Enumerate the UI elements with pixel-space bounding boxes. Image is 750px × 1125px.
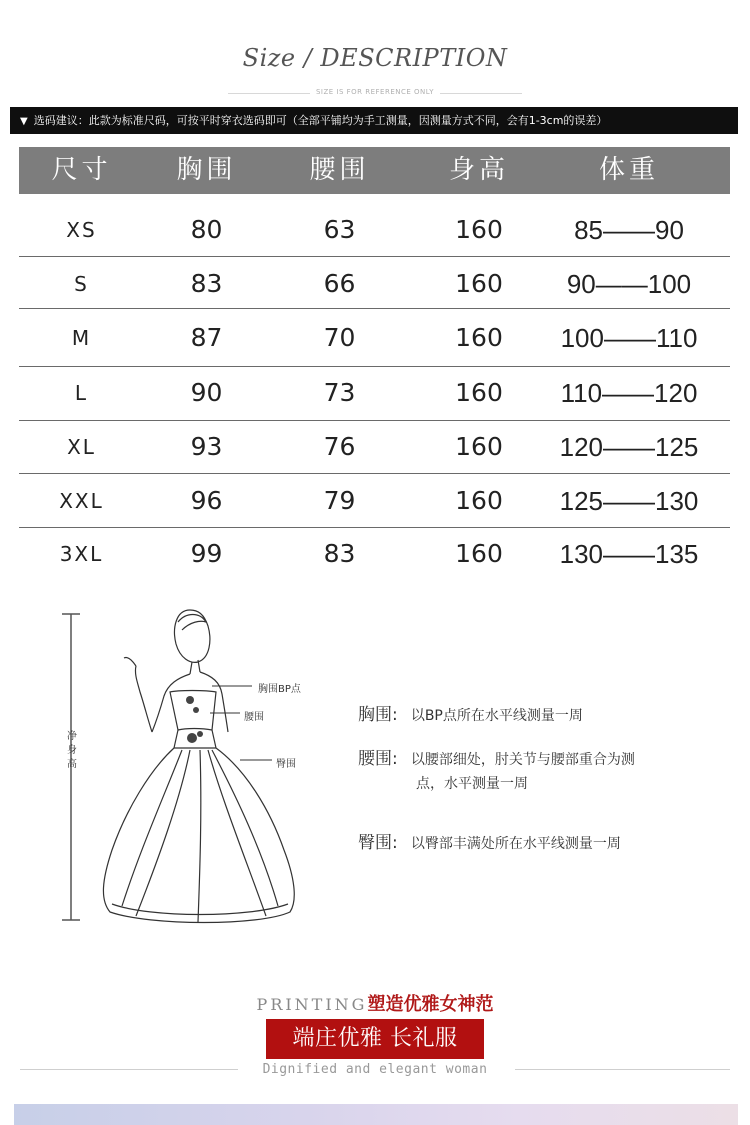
bust-point-label: 胸围BP点 [258, 684, 301, 695]
size-advice-text: 选码建议：此款为标准尺码，可按平时穿衣选码即可（全部平铺均为手工测量，因测量方式不同，会有1-3cm的误差） [33, 114, 608, 127]
cell-weight: 110——120 [560, 378, 698, 408]
cell-size: S [74, 272, 89, 296]
tagline-rule-right [515, 1069, 730, 1070]
bust-definition-label: 胸围: [358, 705, 398, 725]
cell-size: XXL [59, 489, 104, 513]
cell-height: 160 [455, 378, 503, 407]
bottom-gradient-band [14, 1104, 738, 1125]
header-height: 身高 [448, 155, 509, 185]
waist-definition [358, 744, 738, 793]
waist-definition-label: 腰围: [358, 749, 398, 769]
size-advice-notice [10, 107, 738, 134]
bust-definition-text: 以BP点所在水平线测量一周 [410, 708, 583, 724]
cell-bust: 90 [190, 378, 223, 407]
cell-waist: 66 [323, 269, 356, 298]
printing-zh: 塑造优雅女神范 [367, 994, 494, 1015]
cell-size: XL [67, 435, 96, 459]
cell-weight: 100——110 [560, 323, 698, 353]
brand-red-label: 端庄优雅 长礼服 [266, 1019, 484, 1059]
cell-waist: 83 [323, 539, 356, 568]
cell-weight: 90——100 [566, 269, 692, 299]
cell-size: 3XL [59, 542, 104, 566]
cell-bust: 83 [190, 269, 223, 298]
table-row [19, 527, 730, 581]
hip-label: 臀围 [276, 759, 296, 770]
table-row [19, 257, 730, 311]
cell-size: L [74, 381, 89, 405]
cell-height: 160 [455, 215, 503, 244]
hip-definition-label: 臀围: [358, 833, 398, 853]
cell-bust: 99 [190, 539, 223, 568]
triangle-down-icon: ▼ [20, 116, 28, 127]
hip-definition [358, 828, 718, 853]
header-size: 尺寸 [51, 155, 112, 185]
page-title: Size / DESCRIPTION [242, 44, 508, 72]
waist-definition-text: 以腰部细处，肘关节与腰部重合为测 [410, 752, 635, 768]
subtitle-rule-right [440, 93, 522, 94]
page-subtitle: SIZE IS FOR REFERENCE ONLY [315, 88, 435, 96]
cell-size: XS [66, 218, 97, 242]
cell-waist: 76 [323, 432, 356, 461]
cell-weight: 125——130 [559, 486, 699, 516]
cell-size: M [71, 326, 92, 350]
table-row [19, 366, 730, 420]
net-height-label: 净身高 [67, 731, 77, 770]
header-weight: 体重 [598, 155, 659, 185]
cell-waist: 63 [323, 215, 356, 244]
cell-bust: 93 [190, 432, 223, 461]
waist-label: 腰围 [244, 712, 264, 723]
table-row [19, 311, 730, 365]
cell-waist: 73 [323, 378, 356, 407]
header-waist: 腰围 [309, 155, 370, 185]
waist-definition-text-2: 点，水平测量一周 [416, 776, 528, 792]
row-divider [19, 308, 730, 309]
table-row [19, 474, 730, 528]
printing-en: PRINTING [256, 995, 368, 1014]
cell-height: 160 [455, 269, 503, 298]
cell-waist: 70 [323, 323, 356, 352]
brand-tagline: Dignified and elegant woman [262, 1062, 488, 1077]
bust-definition [358, 700, 718, 725]
cell-height: 160 [455, 486, 503, 515]
cell-weight: 130——135 [559, 539, 699, 569]
cell-bust: 96 [190, 486, 223, 515]
size-table-header [19, 147, 730, 194]
cell-weight: 120——125 [559, 432, 699, 462]
cell-height: 160 [455, 539, 503, 568]
table-row [19, 203, 730, 257]
header-bust: 胸围 [176, 155, 237, 185]
table-row [19, 420, 730, 474]
cell-height: 160 [455, 432, 503, 461]
cell-waist: 79 [323, 486, 356, 515]
cell-bust: 80 [190, 215, 223, 244]
gown-measurement-figure [40, 600, 370, 940]
cell-height: 160 [455, 323, 503, 352]
gown-sketch-icon [40, 600, 370, 940]
cell-bust: 87 [190, 323, 223, 352]
brand-printing-line [0, 990, 750, 1016]
cell-weight: 85——90 [574, 215, 684, 245]
hip-definition-text: 以臀部丰满处所在水平线测量一周 [410, 836, 621, 852]
